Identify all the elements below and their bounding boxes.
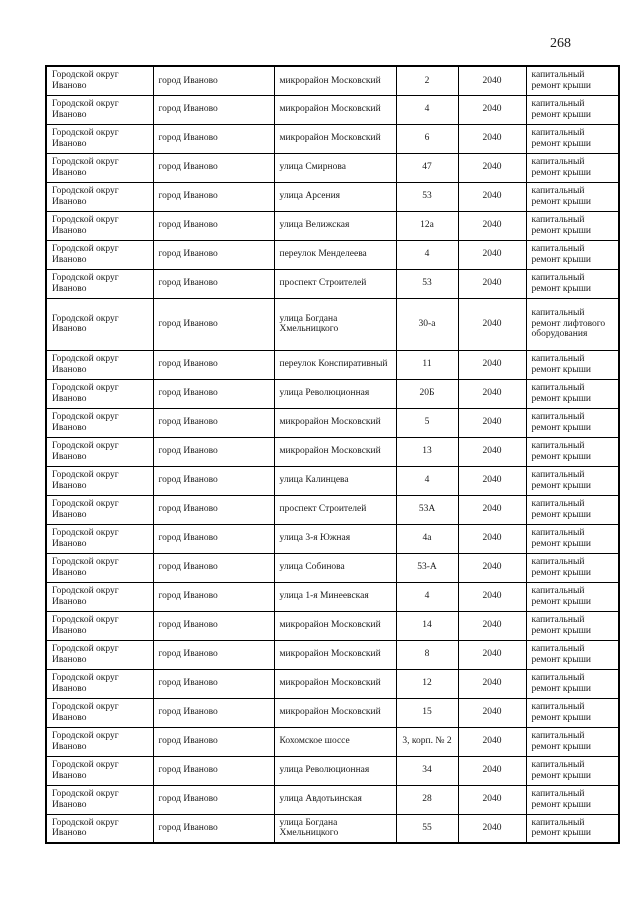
- cell-house: 4: [396, 466, 458, 495]
- cell-district: Городской округ Иваново: [46, 298, 153, 350]
- cell-work: капитальный ремонт крыши: [526, 495, 619, 524]
- table-row: [46, 350, 619, 379]
- cell-year: 2040: [458, 240, 526, 269]
- cell-year: 2040: [458, 298, 526, 350]
- cell-work: капитальный ремонт крыши: [526, 698, 619, 727]
- cell-city: город Иваново: [153, 379, 274, 408]
- cell-street: улица Богдана Хмельницкого: [274, 814, 396, 843]
- cell-street: микрорайон Московский: [274, 611, 396, 640]
- cell-city: город Иваново: [153, 582, 274, 611]
- cell-city: город Иваново: [153, 495, 274, 524]
- cell-district: Городской округ Иваново: [46, 669, 153, 698]
- cell-street: проспект Строителей: [274, 495, 396, 524]
- cell-district: Городской округ Иваново: [46, 814, 153, 843]
- cell-year: 2040: [458, 350, 526, 379]
- cell-year: 2040: [458, 153, 526, 182]
- cell-year: 2040: [458, 698, 526, 727]
- cell-district: Городской округ Иваново: [46, 524, 153, 553]
- cell-house: 15: [396, 698, 458, 727]
- cell-house: 2: [396, 66, 458, 95]
- cell-city: город Иваново: [153, 814, 274, 843]
- cell-street: переулок Менделеева: [274, 240, 396, 269]
- cell-work: капитальный ремонт крыши: [526, 553, 619, 582]
- table-row: [46, 298, 619, 350]
- cell-house: 3, корп. № 2: [396, 727, 458, 756]
- cell-year: 2040: [458, 495, 526, 524]
- cell-street: микрорайон Московский: [274, 66, 396, 95]
- cell-street: микрорайон Московский: [274, 669, 396, 698]
- cell-street: улица Собинова: [274, 553, 396, 582]
- cell-city: город Иваново: [153, 640, 274, 669]
- cell-work: капитальный ремонт крыши: [526, 153, 619, 182]
- cell-city: город Иваново: [153, 153, 274, 182]
- cell-work: капитальный ремонт крыши: [526, 66, 619, 95]
- cell-house: 14: [396, 611, 458, 640]
- cell-district: Городской округ Иваново: [46, 582, 153, 611]
- cell-city: город Иваново: [153, 785, 274, 814]
- cell-work: капитальный ремонт лифтового оборудования: [526, 298, 619, 350]
- cell-house: 11: [396, 350, 458, 379]
- table-row: [46, 553, 619, 582]
- cell-year: 2040: [458, 727, 526, 756]
- cell-year: 2040: [458, 640, 526, 669]
- table-row: [46, 466, 619, 495]
- cell-district: Городской округ Иваново: [46, 756, 153, 785]
- cell-city: город Иваново: [153, 756, 274, 785]
- repair-schedule-table: [45, 65, 620, 844]
- cell-work: капитальный ремонт крыши: [526, 611, 619, 640]
- cell-street: микрорайон Московский: [274, 124, 396, 153]
- cell-city: город Иваново: [153, 437, 274, 466]
- cell-city: город Иваново: [153, 298, 274, 350]
- cell-street: улица Революционная: [274, 379, 396, 408]
- table-row: [46, 640, 619, 669]
- cell-street: улица Богдана Хмельницкого: [274, 298, 396, 350]
- cell-street: микрорайон Московский: [274, 640, 396, 669]
- cell-street: Кохомское шоссе: [274, 727, 396, 756]
- cell-year: 2040: [458, 582, 526, 611]
- cell-house: 12: [396, 669, 458, 698]
- cell-house: 12а: [396, 211, 458, 240]
- cell-city: город Иваново: [153, 182, 274, 211]
- table-row: [46, 524, 619, 553]
- table-row: [46, 727, 619, 756]
- cell-year: 2040: [458, 124, 526, 153]
- cell-street: проспект Строителей: [274, 269, 396, 298]
- cell-city: город Иваново: [153, 95, 274, 124]
- cell-year: 2040: [458, 611, 526, 640]
- cell-year: 2040: [458, 66, 526, 95]
- cell-district: Городской округ Иваново: [46, 698, 153, 727]
- cell-work: капитальный ремонт крыши: [526, 437, 619, 466]
- table-row: [46, 756, 619, 785]
- cell-city: город Иваново: [153, 350, 274, 379]
- cell-street: улица Авдотьинская: [274, 785, 396, 814]
- cell-district: Городской округ Иваново: [46, 727, 153, 756]
- cell-district: Городской округ Иваново: [46, 437, 153, 466]
- cell-house: 30-а: [396, 298, 458, 350]
- cell-city: город Иваново: [153, 124, 274, 153]
- cell-work: капитальный ремонт крыши: [526, 350, 619, 379]
- cell-house: 34: [396, 756, 458, 785]
- cell-street: микрорайон Московский: [274, 437, 396, 466]
- cell-house: 28: [396, 785, 458, 814]
- cell-year: 2040: [458, 524, 526, 553]
- cell-year: 2040: [458, 211, 526, 240]
- cell-city: город Иваново: [153, 240, 274, 269]
- table-row: [46, 698, 619, 727]
- cell-house: 53: [396, 269, 458, 298]
- cell-city: город Иваново: [153, 698, 274, 727]
- cell-work: капитальный ремонт крыши: [526, 408, 619, 437]
- cell-house: 8: [396, 640, 458, 669]
- table-row: [46, 814, 619, 843]
- table-row: [46, 95, 619, 124]
- table-row: [46, 437, 619, 466]
- cell-street: микрорайон Московский: [274, 95, 396, 124]
- cell-district: Городской округ Иваново: [46, 785, 153, 814]
- cell-city: город Иваново: [153, 466, 274, 495]
- cell-house: 4: [396, 582, 458, 611]
- cell-city: город Иваново: [153, 66, 274, 95]
- cell-city: город Иваново: [153, 611, 274, 640]
- cell-district: Городской округ Иваново: [46, 640, 153, 669]
- cell-district: Городской округ Иваново: [46, 379, 153, 408]
- cell-house: 53А: [396, 495, 458, 524]
- cell-district: Городской округ Иваново: [46, 495, 153, 524]
- cell-house: 4: [396, 240, 458, 269]
- cell-year: 2040: [458, 669, 526, 698]
- cell-work: капитальный ремонт крыши: [526, 756, 619, 785]
- cell-year: 2040: [458, 269, 526, 298]
- cell-district: Городской округ Иваново: [46, 408, 153, 437]
- table-row: [46, 495, 619, 524]
- cell-district: Городской округ Иваново: [46, 66, 153, 95]
- cell-city: город Иваново: [153, 408, 274, 437]
- table-row: [46, 240, 619, 269]
- cell-district: Городской округ Иваново: [46, 182, 153, 211]
- cell-year: 2040: [458, 756, 526, 785]
- cell-city: город Иваново: [153, 211, 274, 240]
- cell-year: 2040: [458, 785, 526, 814]
- cell-district: Городской округ Иваново: [46, 466, 153, 495]
- table-row: [46, 124, 619, 153]
- cell-work: капитальный ремонт крыши: [526, 211, 619, 240]
- cell-work: капитальный ремонт крыши: [526, 669, 619, 698]
- cell-house: 53: [396, 182, 458, 211]
- cell-work: капитальный ремонт крыши: [526, 124, 619, 153]
- cell-street: микрорайон Московский: [274, 408, 396, 437]
- cell-year: 2040: [458, 814, 526, 843]
- cell-house: 55: [396, 814, 458, 843]
- table-body: [46, 66, 619, 843]
- cell-street: улица Арсения: [274, 182, 396, 211]
- cell-work: капитальный ремонт крыши: [526, 582, 619, 611]
- cell-house: 13: [396, 437, 458, 466]
- cell-work: капитальный ремонт крыши: [526, 814, 619, 843]
- cell-year: 2040: [458, 408, 526, 437]
- cell-street: улица Велижская: [274, 211, 396, 240]
- cell-work: капитальный ремонт крыши: [526, 640, 619, 669]
- table-row: [46, 66, 619, 95]
- table-row: [46, 785, 619, 814]
- table-row: [46, 582, 619, 611]
- cell-city: город Иваново: [153, 269, 274, 298]
- cell-work: капитальный ремонт крыши: [526, 240, 619, 269]
- page-number: 268: [550, 36, 571, 51]
- cell-year: 2040: [458, 437, 526, 466]
- cell-work: капитальный ремонт крыши: [526, 785, 619, 814]
- cell-street: переулок Конспиративный: [274, 350, 396, 379]
- cell-street: улица Калинцева: [274, 466, 396, 495]
- cell-work: капитальный ремонт крыши: [526, 727, 619, 756]
- cell-district: Городской округ Иваново: [46, 350, 153, 379]
- cell-house: 4: [396, 95, 458, 124]
- cell-street: улица 3-я Южная: [274, 524, 396, 553]
- cell-district: Городской округ Иваново: [46, 124, 153, 153]
- cell-house: 53-А: [396, 553, 458, 582]
- cell-district: Городской округ Иваново: [46, 95, 153, 124]
- cell-house: 4а: [396, 524, 458, 553]
- cell-street: улица Революционная: [274, 756, 396, 785]
- cell-district: Городской округ Иваново: [46, 153, 153, 182]
- cell-house: 47: [396, 153, 458, 182]
- cell-district: Городской округ Иваново: [46, 240, 153, 269]
- cell-street: улица Смирнова: [274, 153, 396, 182]
- table-row: [46, 611, 619, 640]
- cell-work: капитальный ремонт крыши: [526, 524, 619, 553]
- cell-work: капитальный ремонт крыши: [526, 466, 619, 495]
- cell-district: Городской округ Иваново: [46, 611, 153, 640]
- table-row: [46, 211, 619, 240]
- cell-house: 20Б: [396, 379, 458, 408]
- cell-year: 2040: [458, 182, 526, 211]
- table-row: [46, 153, 619, 182]
- cell-district: Городской округ Иваново: [46, 553, 153, 582]
- table-row: [46, 669, 619, 698]
- cell-work: капитальный ремонт крыши: [526, 182, 619, 211]
- cell-work: капитальный ремонт крыши: [526, 379, 619, 408]
- table-row: [46, 379, 619, 408]
- cell-year: 2040: [458, 379, 526, 408]
- cell-year: 2040: [458, 95, 526, 124]
- cell-street: микрорайон Московский: [274, 698, 396, 727]
- cell-street: улица 1-я Минеевская: [274, 582, 396, 611]
- cell-city: город Иваново: [153, 553, 274, 582]
- cell-district: Городской округ Иваново: [46, 211, 153, 240]
- table-row: [46, 182, 619, 211]
- cell-city: город Иваново: [153, 524, 274, 553]
- cell-house: 6: [396, 124, 458, 153]
- cell-city: город Иваново: [153, 727, 274, 756]
- cell-house: 5: [396, 408, 458, 437]
- cell-year: 2040: [458, 466, 526, 495]
- table-row: [46, 269, 619, 298]
- table-row: [46, 408, 619, 437]
- cell-city: город Иваново: [153, 669, 274, 698]
- cell-work: капитальный ремонт крыши: [526, 95, 619, 124]
- cell-district: Городской округ Иваново: [46, 269, 153, 298]
- cell-work: капитальный ремонт крыши: [526, 269, 619, 298]
- cell-year: 2040: [458, 553, 526, 582]
